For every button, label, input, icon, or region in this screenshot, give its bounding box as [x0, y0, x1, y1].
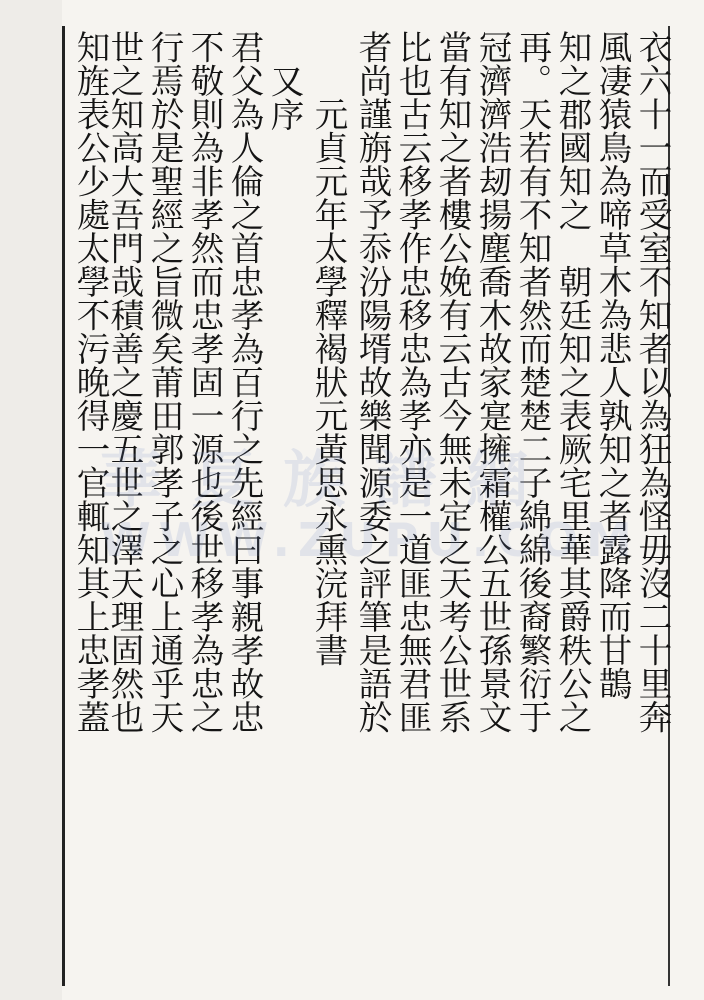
text-column-1: 衣六十一而受室不知者以為狂為怪毋沒二十里奔	[633, 30, 672, 734]
text-column-14: 世之知高大吾門哉積善之慶五世之澤天理固然也	[105, 30, 144, 734]
text-column-13: 行焉於是聖經之旨微矣莆田郭孝子之心上通乎天	[145, 30, 184, 734]
signature-line: 元貞元年太學釋褐狀元黃思永熏浣拜書	[309, 97, 348, 667]
text-column-2: 風凄猿鳥為啼草木為悲人孰知之者露降而甘鵲	[593, 30, 632, 700]
text-column-12: 不敬則為非孝然而忠孝固一源也後世移孝為忠之	[185, 30, 224, 734]
text-column-8: 者尚謹旃哉予忝汾陽壻故樂聞源委之評筆是語於	[353, 30, 392, 734]
text-column-5: 冠濟濟浩刼揚塵喬木故家寔擁霜權公五世孫景文	[473, 30, 512, 734]
section-heading: 又序	[265, 64, 304, 131]
left-margin	[0, 0, 62, 1000]
text-column-15: 知旌表公少處太學不污晚得一官輒知其上忠孝蓋	[71, 30, 110, 734]
watermark-url: WWW.ZUPU.COM	[100, 513, 640, 567]
text-column-11: 君父為人倫之首忠孝為百行之先經曰事親孝故忠	[225, 30, 264, 734]
text-column-3: 知之郡國知之 朝廷知之表厥宅里華其爵秩公之	[553, 30, 592, 734]
watermark-chinese: 華 夏 族 譜 網	[100, 443, 533, 516]
text-column-7: 比也古云移孝作忠移忠為孝亦是一道匪忠無君匪	[393, 30, 432, 734]
text-column-4: 再。天若有不知者然而楚楚二子綿綿後裔繁衍于	[513, 30, 552, 734]
text-column-6: 當有知之者樓公娩有云古今無未定之天考公世系	[433, 30, 472, 734]
